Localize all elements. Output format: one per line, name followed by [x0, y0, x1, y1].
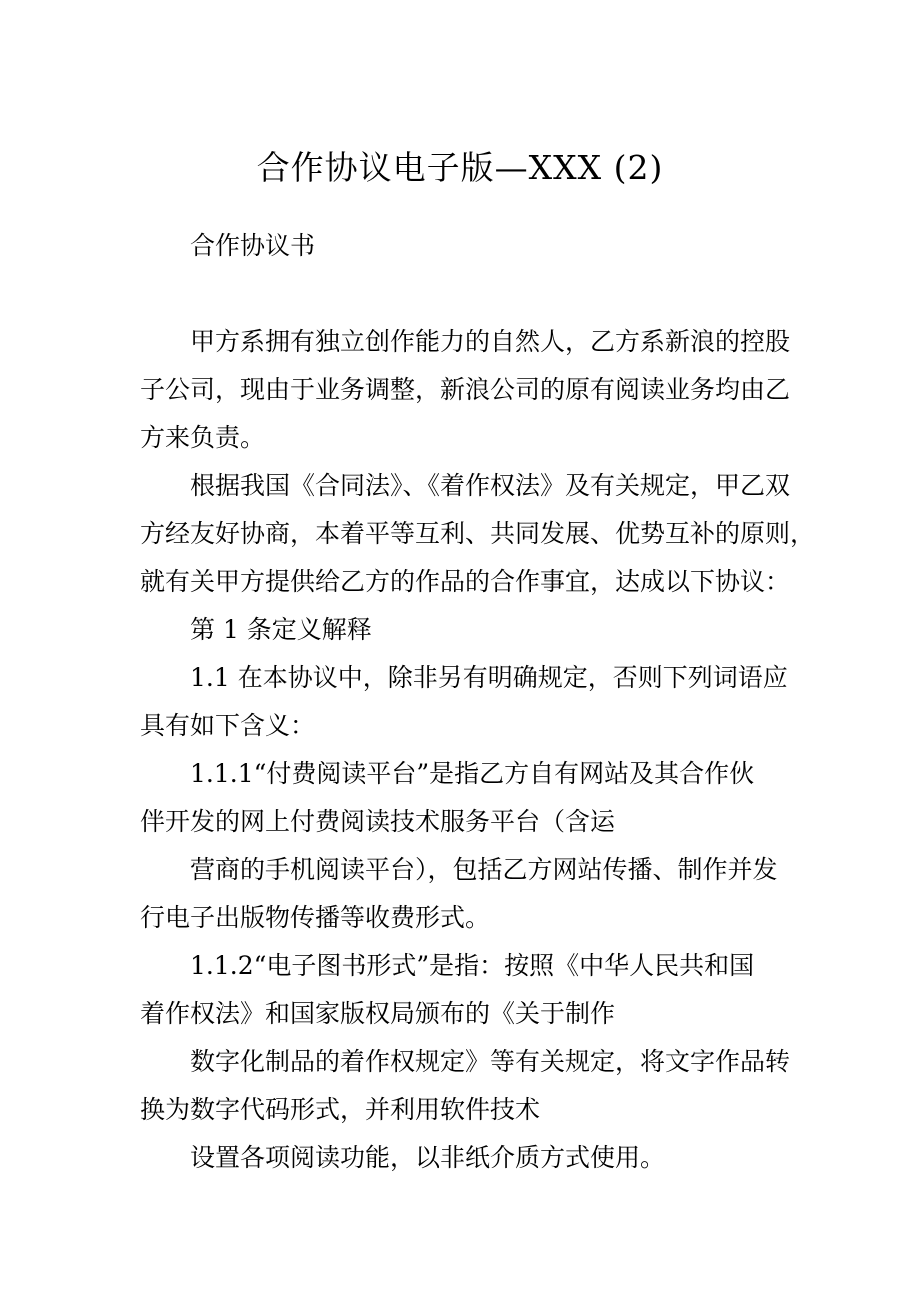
paragraph-line: 营商的手机阅读平台），包括乙方网站传播、制作并发	[190, 855, 778, 884]
paragraph-line: 1.1.1“付费阅读平台”是指乙方自有网站及其合作伙	[190, 759, 755, 788]
paragraph-line: 方经友好协商，本着平等互利、共同发展、优势互补的原则，	[140, 519, 816, 548]
paragraph-line: 方来负责。	[140, 423, 266, 452]
paragraph-line: 1.1 在本协议中，除非另有明确规定，否则下列词语应	[190, 663, 788, 692]
paragraph-line: 根据我国《合同法》、《着作权法》及有关规定，甲乙双	[190, 471, 791, 500]
document-title: 合作协议电子版—XXX (2)	[256, 148, 664, 187]
paragraph-line: 子公司，现由于业务调整，新浪公司的原有阅读业务均由乙	[140, 375, 791, 404]
paragraph-line: 甲方系拥有独立创作能力的自然人，乙方系新浪的控股	[190, 327, 791, 356]
section-heading: 第 1 条定义解释	[190, 615, 372, 644]
paragraph-line: 数字化制品的着作权规定》等有关规定，将文字作品转	[190, 1047, 791, 1076]
paragraph-line: 换为数字代码形式，并利用软件技术	[140, 1095, 541, 1124]
paragraph-line: 具有如下含义：	[140, 711, 316, 740]
paragraph-line: 行电子出版物传播等收费形式。	[140, 903, 491, 932]
paragraph-line: 着作权法》和国家版权局颁布的《关于制作	[140, 999, 616, 1028]
paragraph-line: 就有关甲方提供给乙方的作品的合作事宜，达成以下协议：	[140, 567, 791, 596]
paragraph-line: 1.1.2“电子图书形式”是指：按照《中华人民共和国	[190, 951, 755, 980]
paragraph-line: 设置各项阅读功能，以非纸介质方式使用。	[190, 1143, 666, 1172]
subtitle-line: 合作协议书	[190, 231, 316, 260]
paragraph-line: 伴开发的网上付费阅读技术服务平台（含运	[140, 807, 616, 836]
